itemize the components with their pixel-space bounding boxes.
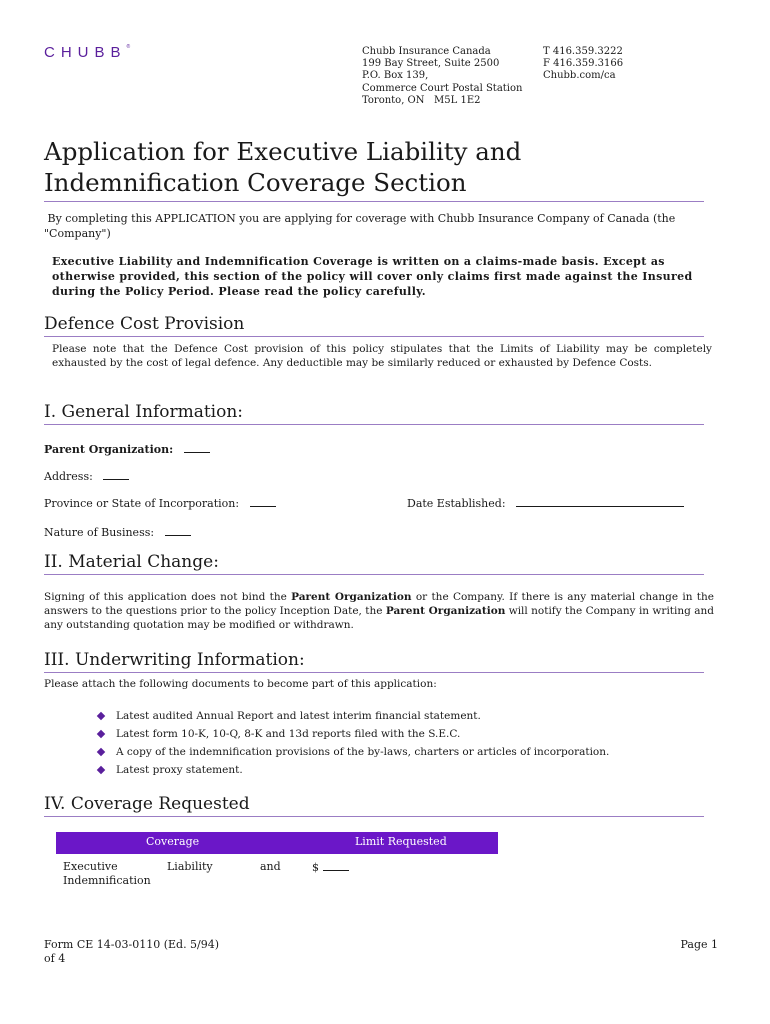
material-change-heading: II. Material Change: <box>44 552 704 575</box>
page-title <box>44 136 704 202</box>
underwriting-heading: III. Underwriting Information: <box>44 650 704 673</box>
coverage-heading: IV. Coverage Requested <box>44 794 704 817</box>
nature-of-business-field <box>44 525 191 540</box>
address-line: Chubb Insurance Canada <box>362 46 491 57</box>
intro-text: By completing this APPLICATION you are applying for coverage with Chubb Insurance Company of Canada (the "Company") <box>44 212 679 240</box>
required-documents-list <box>95 707 715 779</box>
limit-requested-field <box>312 860 349 875</box>
company-address <box>362 46 537 107</box>
nature-of-business-label: Nature of Business: <box>44 526 155 539</box>
address-line: Toronto, ON M5L 1E2 <box>362 94 481 106</box>
page-number: Page 1 <box>680 938 718 951</box>
material-bold-1: Parent Organization <box>291 591 412 603</box>
address-line: P.O. Box 139, <box>362 70 429 82</box>
title-line-1: Application for Executive Liability and <box>44 137 522 166</box>
diamond-bullet-icon <box>97 766 105 774</box>
material-text-3: will notify the Company in writing and any outstanding quotation may be modified or withdrawn. <box>44 605 714 632</box>
list-item <box>95 761 715 779</box>
address-field <box>44 469 129 484</box>
claims-made-notice: Executive Liability and Indemnification Coverage is written on a claims-made basis. Except as otherwise provided, this section of the policy will cover only claims first made against the Insured during the Policy Period. Please read the policy carefully. <box>52 255 693 298</box>
defence-cost-text: Please note that the Defence Cost provision of this policy stipulates that the Limits of Liability may be completely exhausted by the cost of legal defence. Any deductible may be similarly reduced or exhausted by Defence Costs. <box>52 343 712 370</box>
general-info-heading: I. General Information: <box>44 402 704 425</box>
dollar-sign: $ <box>312 861 319 874</box>
form-number-line-1: Form CE 14-03-0110 (Ed. 5/94) <box>44 938 220 951</box>
limit-requested-input[interactable] <box>323 860 349 871</box>
coverage-cell-word-2: Liability <box>167 860 213 873</box>
title-line-2: Indemnification Coverage Section <box>44 168 467 197</box>
nature-of-business-input[interactable] <box>165 525 191 536</box>
list-item-text: A copy of the indemnification provisions of the by-laws, charters or articles of incorporation. <box>116 746 610 758</box>
list-item-text: Latest audited Annual Report and latest interim financial statement. <box>116 710 481 722</box>
date-established-field <box>407 496 684 511</box>
list-item-text: Latest form 10-K, 10-Q, 8-K and 13d reports filed with the S.E.C. <box>116 728 461 740</box>
material-text-2: or the Company. If there is any material change in the answers to the questions prior to the policy Inception Date, the <box>44 591 714 618</box>
diamond-bullet-icon <box>97 748 105 756</box>
list-item-text: Latest proxy statement. <box>116 764 243 776</box>
logo-text: CHUBB <box>44 44 127 61</box>
parent-organization-field <box>44 442 210 457</box>
diamond-bullet-icon <box>97 712 105 720</box>
coverage-cell-word-3: and <box>260 860 281 873</box>
fax-number: F 416.359.3166 <box>543 58 624 70</box>
list-item <box>95 707 715 725</box>
coverage-column-header: Coverage <box>146 835 200 848</box>
diamond-bullet-icon <box>97 730 105 738</box>
limit-column-header: Limit Requested <box>355 835 447 848</box>
parent-organization-label: Parent Organization: <box>44 443 174 456</box>
province-field <box>44 496 276 511</box>
website: Chubb.com/ca <box>543 70 616 82</box>
parent-organization-input[interactable] <box>184 442 210 453</box>
date-established-input[interactable] <box>516 496 684 507</box>
chubb-logo <box>44 44 130 61</box>
address-line: Commerce Court Postal Station <box>362 82 523 94</box>
form-number <box>44 938 219 966</box>
address-line: 199 Bay Street, Suite 2500 <box>362 58 500 70</box>
material-change-text <box>44 590 714 633</box>
coverage-cell-word-1: Executive <box>63 860 118 873</box>
form-number-line-2: of 4 <box>44 952 66 965</box>
coverage-cell-word-4: Indemnification <box>63 874 151 887</box>
underwriting-intro: Please attach the following documents to become part of this application: <box>44 678 437 690</box>
address-input[interactable] <box>103 469 129 480</box>
material-bold-2: Parent Organization <box>385 605 506 618</box>
province-input[interactable] <box>250 496 276 507</box>
list-item <box>95 725 715 743</box>
material-text-1: Signing of this application does not bind the <box>44 591 292 603</box>
date-established-label: Date Established: <box>407 497 506 510</box>
list-item <box>95 743 715 761</box>
company-contact <box>543 46 663 83</box>
logo-registered-mark: ® <box>126 44 131 50</box>
address-label: Address: <box>44 470 93 483</box>
phone-number: T 416.359.3222 <box>543 46 623 57</box>
defence-cost-heading: Defence Cost Provision <box>44 314 704 337</box>
province-label: Province or State of Incorporation: <box>44 497 240 510</box>
coverage-table-header <box>56 832 498 854</box>
